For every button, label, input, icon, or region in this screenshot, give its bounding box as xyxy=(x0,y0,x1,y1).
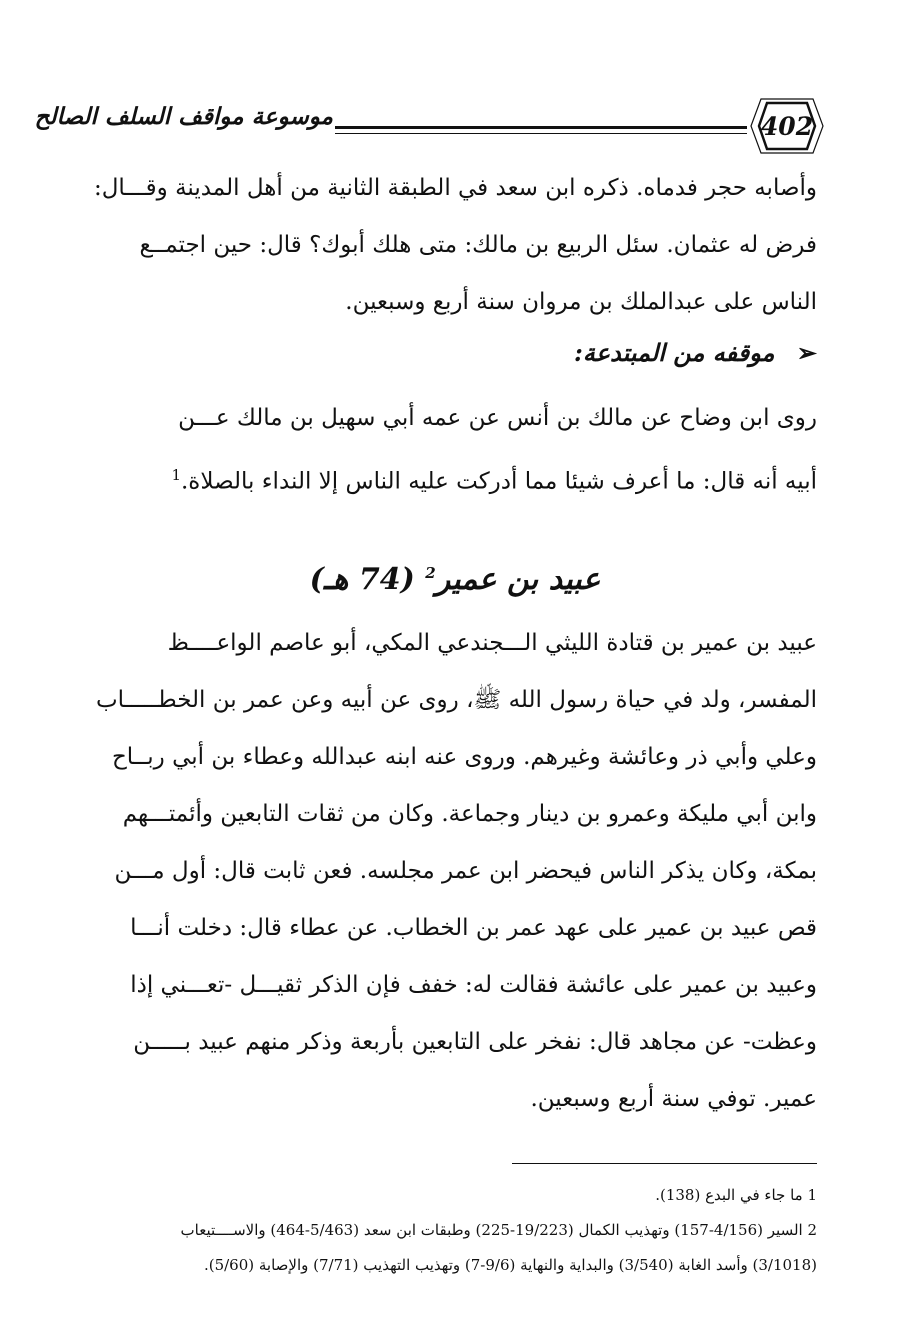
text-line: وعظت- عن مجاهد قال: نفخر على التابعين بأربعة وذكر منهم عبيد بـــــن xyxy=(133,1029,817,1055)
footnotes xyxy=(80,1178,817,1283)
text-line: عبيد بن عمير بن قتادة الليثي الـــجندعي المكي، أبو عاصم الواعــــظ xyxy=(167,630,817,656)
paragraph-mid xyxy=(80,390,817,504)
section-name: عبيد بن عمير xyxy=(435,562,601,597)
section-date: (74 هـ) xyxy=(309,562,415,597)
footnote: 2 السير (4/156-157) وتهذيب الكمال (19/223-225) وطبقات ابن سعد (5/463-464) والاســــتيعاب xyxy=(180,1221,817,1239)
text-line: قص عبيد بن عمير على عهد عمر بن الخطاب. عن عطاء قال: دخلت أنـــا xyxy=(130,915,817,941)
section-title xyxy=(180,562,730,597)
footnote: (3/1018) وأسد الغابة (3/540) والبداية والنهاية (9/6-7) وتهذيب التهذيب (7/71) والإصابة (5/60). xyxy=(203,1256,817,1274)
footnote-separator xyxy=(512,1163,817,1164)
subheading xyxy=(400,338,817,367)
text-line: وابن أبي مليكة وعمرو بن دينار وجماعة. وكان من ثقات التابعين وأئمتـــهم xyxy=(122,801,817,827)
text-line: وأصابه حجر فدماه. ذكره ابن سعد في الطبقة الثانية من أهل المدينة وقـــال: xyxy=(93,175,817,201)
text-line: وعلي وأبي ذر وعائشة وغيرهم. وروى عنه ابنه عبدالله وعطاء بن أبي ربــاح xyxy=(111,744,817,770)
arrow-icon: ➢ xyxy=(796,338,817,367)
page-number-badge xyxy=(747,97,827,155)
header-rule-thin xyxy=(335,133,747,134)
page-number: 402 xyxy=(760,111,814,141)
paragraph-bottom xyxy=(80,615,817,1128)
text-line: عمير. توفي سنة أربع وسبعين. xyxy=(530,1086,817,1112)
text-line: المفسر، ولد في حياة رسول الله ﷺ، روى عن أبيه وعن عمر بن الخطـــــاب xyxy=(95,687,817,713)
header-rule xyxy=(335,126,747,129)
text-line: بمكة، وكان يذكر الناس فيحضر ابن عمر مجلسه. فعن ثابت قال: أول مـــن xyxy=(114,858,817,884)
text-line: فرض له عثمان. سئل الربيع بن مالك: متى هلك أبوك؟ قال: حين اجتمــع xyxy=(139,232,817,258)
paragraph-top xyxy=(80,160,817,331)
subheading-text: موقفه من المبتدعة: xyxy=(573,338,775,367)
text-line: روى ابن وضاح عن مالك بن أنس عن عمه أبي سهيل بن مالك عـــن xyxy=(178,405,817,431)
text-line: وعبيد بن عمير على عائشة فقالت له: خفف فإن الذكر ثقيـــل -تعـــني إذا xyxy=(130,972,817,998)
footnote: 1 ما جاء في البدع (138). xyxy=(655,1186,817,1204)
series-title: موسوعة مواقف السلف الصالح xyxy=(34,103,333,130)
footnote-ref: 2 xyxy=(425,564,436,582)
text-line-content: أبيه أنه قال: ما أعرف شيئا مما أدركت عليه الناس إلا النداء بالصلاة. xyxy=(180,468,817,495)
text-line: الناس على عبدالملك بن مروان سنة أربع وسبعين. xyxy=(345,289,817,315)
page-header xyxy=(34,95,831,165)
text-line xyxy=(80,447,817,504)
footnote-ref: 1 xyxy=(171,466,181,484)
